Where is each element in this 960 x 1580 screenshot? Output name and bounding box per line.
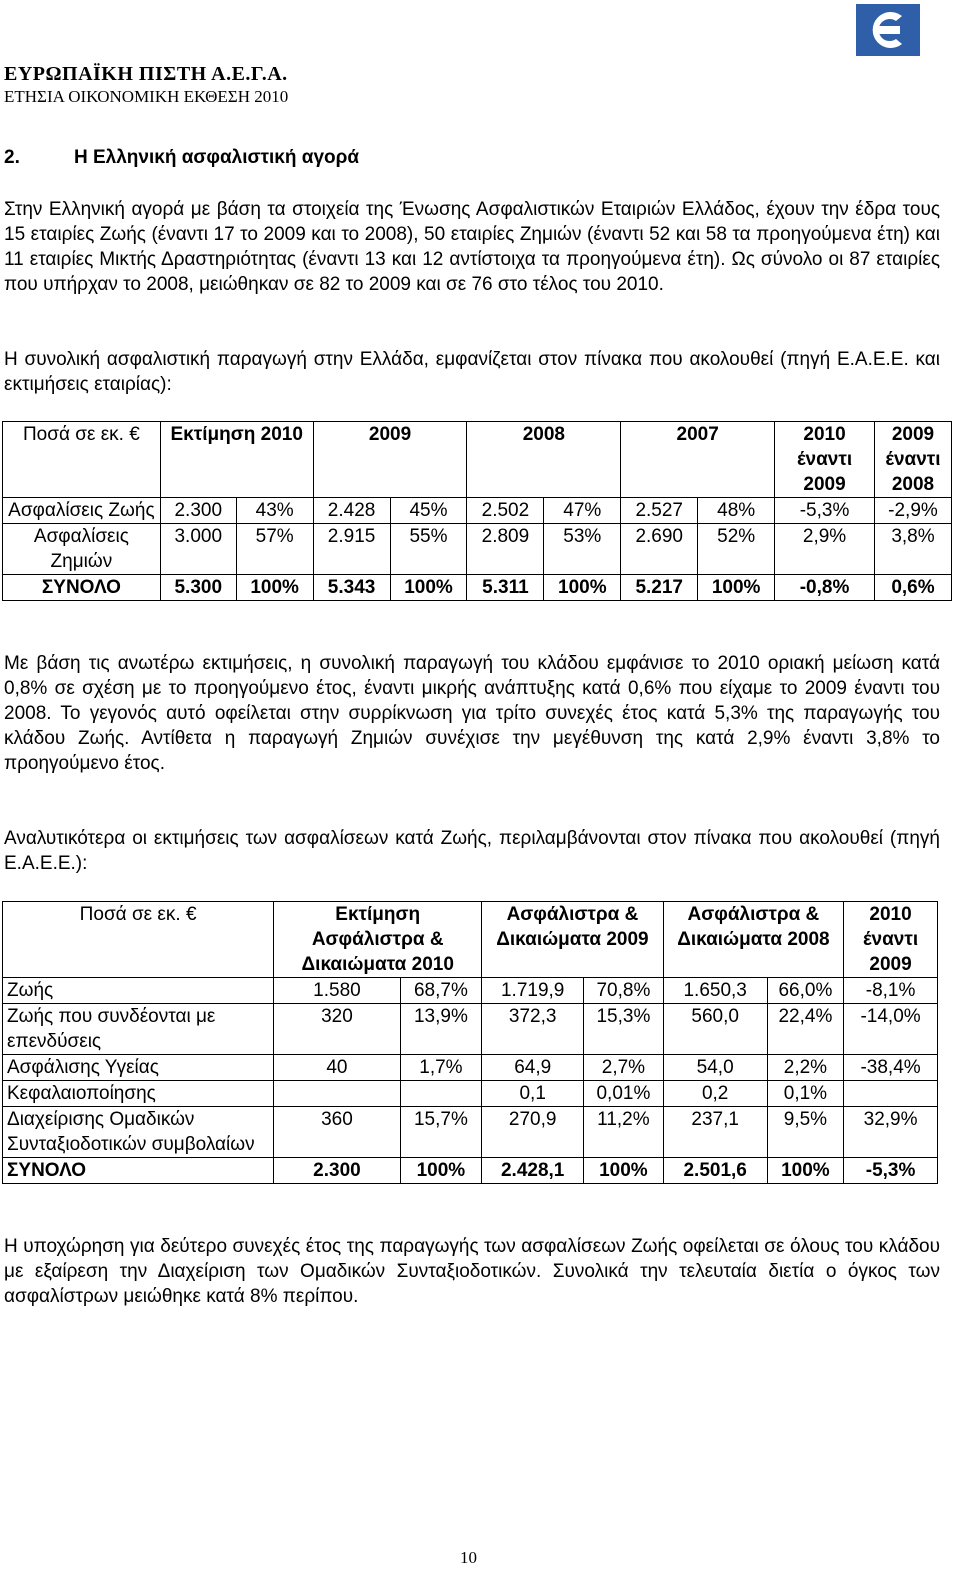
table-cell: 100% — [236, 575, 313, 601]
table-cell: 0,1 — [482, 1081, 584, 1107]
closing-paragraph: Η υποχώρηση για δεύτερο συνεχές έτος της παραγωγής των ασφαλίσεων Ζωής οφείλεται σε όλους του κλάδου με εξαίρεση την Διαχείριση των Ομαδικών Συνταξιοδοτικών. Συνολικά την τελευταία διετία ο όγκος των ασφαλίστρων μειώθηκε κατά 8% περίπου. — [4, 1236, 940, 1307]
table-cell: 100% — [767, 1158, 843, 1184]
section-heading: Η Ελληνική ασφαλιστική αγορά — [74, 147, 360, 168]
table-cell: 57% — [236, 524, 313, 575]
company-logo — [856, 4, 920, 56]
table-header-row — [3, 422, 952, 498]
row-label: Ασφάλισης Υγείας — [3, 1055, 274, 1081]
table2-intro-paragraph: Αναλυτικότερα οι εκτιμήσεις των ασφαλίσεων κατά Ζωής, περιλαμβάνονται στον πίνακα που ακολουθεί (πηγή Ε.Α.Ε.Ε.): — [4, 828, 940, 874]
table-cell: 68,7% — [400, 978, 482, 1004]
table-cell: 2,7% — [584, 1055, 664, 1081]
table-cell: 2,9% — [775, 524, 875, 575]
table-cell: 15,7% — [400, 1107, 482, 1158]
section-title — [4, 146, 359, 170]
row-label: Ασφαλίσεις Ζημιών — [3, 524, 161, 575]
table-cell: 48% — [698, 498, 775, 524]
header-cell: Εκτίμηση Ασφάλιστρα & Δικαιώματα 2010 — [274, 902, 482, 978]
table-cell: 560,0 — [663, 1004, 767, 1055]
header-cell: 2010 έναντι 2009 — [844, 902, 938, 978]
table-cell: 52% — [698, 524, 775, 575]
intro-paragraph: Στην Ελληνική αγορά με βάση τα στοιχεία της Ένωσης Ασφαλιστικών Εταιριών Ελλάδος, έχουν την έδρα τους 15 εταιρίες Ζωής (έναντι 17 το 2009 και το 2008), 50 εταιρίες Ζημιών (έναντι 52 και 58 τα προηγούμενα έτη) και 11 εταιρίες Μικτής Δραστηριότητας (έναντι 13 και 12 αντίστοιχα τα προηγούμενα έτη). Ως σύνολο οι 87 εταιρίες που υπήρχαν το 2008, μειώθηκαν σε 82 το 2009 και σε 76 στο τέλος του 2010. — [4, 199, 940, 295]
table-cell: 237,1 — [663, 1107, 767, 1158]
table-cell: 13,9% — [400, 1004, 482, 1055]
table-cell: 1.580 — [274, 978, 400, 1004]
table-cell: 40 — [274, 1055, 400, 1081]
table-cell: 2.690 — [621, 524, 698, 575]
table-cell: 32,9% — [844, 1107, 938, 1158]
table-row — [3, 1055, 938, 1081]
company-name: ΕΥΡΩΠΑΪΚΗ ΠΙΣΤΗ Α.Ε.Γ.Α. — [4, 63, 288, 85]
table-cell: 100% — [544, 575, 621, 601]
table-cell: 2,2% — [767, 1055, 843, 1081]
table-cell: 100% — [698, 575, 775, 601]
table-cell: 2.809 — [467, 524, 544, 575]
table-cell: 15,3% — [584, 1004, 664, 1055]
table-cell: 9,5% — [767, 1107, 843, 1158]
table-cell: 5.311 — [467, 575, 544, 601]
table-cell: 45% — [390, 498, 467, 524]
market-production-table — [2, 421, 952, 601]
table-cell: 100% — [400, 1158, 482, 1184]
report-title: ΕΤΗΣΙΑ ΟΙΚΟΝΟΜΙΚΗ ΕΚΘΕΣΗ 2010 — [4, 87, 289, 106]
table-cell: -38,4% — [844, 1055, 938, 1081]
table-cell: 66,0% — [767, 978, 843, 1004]
table-cell: 1,7% — [400, 1055, 482, 1081]
table-cell: 1.650,3 — [663, 978, 767, 1004]
table-cell: 0,1% — [767, 1081, 843, 1107]
row-label: Ζωής που συνδέονται με επενδύσεις — [3, 1004, 274, 1055]
table-cell: 22,4% — [767, 1004, 843, 1055]
table-cell: 372,3 — [482, 1004, 584, 1055]
row-label: Ασφαλίσεις Ζωής — [3, 498, 161, 524]
table-cell: 47% — [544, 498, 621, 524]
table-row — [3, 524, 952, 575]
table-cell: 100% — [584, 1158, 664, 1184]
table-cell: 0,2 — [663, 1081, 767, 1107]
row-label: ΣΥΝΟΛΟ — [3, 575, 161, 601]
row-label: Κεφαλαιοποίησης — [3, 1081, 274, 1107]
table-cell: 0,01% — [584, 1081, 664, 1107]
table-cell: -5,3% — [844, 1158, 938, 1184]
header-cell: 2009 έναντι 2008 — [874, 422, 951, 498]
table-row — [3, 498, 952, 524]
header-cell: Ποσά σε εκ. € — [3, 422, 161, 498]
table-cell: 5.300 — [160, 575, 236, 601]
life-insurance-table — [2, 901, 938, 1184]
table-cell: 2.527 — [621, 498, 698, 524]
table-row — [3, 1081, 938, 1107]
table-cell: 55% — [390, 524, 467, 575]
table-header-row — [3, 902, 938, 978]
table-row — [3, 1107, 938, 1158]
table-cell: 54,0 — [663, 1055, 767, 1081]
table-cell: 5.217 — [621, 575, 698, 601]
page-number: 10 — [460, 1548, 477, 1567]
table-cell: 3,8% — [874, 524, 951, 575]
header-cell: Ποσά σε εκ. € — [3, 902, 274, 978]
table-cell — [400, 1081, 482, 1107]
header-cell: 2008 — [467, 422, 621, 498]
table-cell: 11,2% — [584, 1107, 664, 1158]
table-cell: -14,0% — [844, 1004, 938, 1055]
table1-intro-paragraph: Η συνολική ασφαλιστική παραγωγή στην Ελλάδα, εμφανίζεται στον πίνακα που ακολουθεί (πηγή Ε.Α.Ε.Ε. και εκτιμήσεις εταιρίας): — [4, 349, 940, 395]
table-cell: 2.501,6 — [663, 1158, 767, 1184]
table-cell: 53% — [544, 524, 621, 575]
table-cell: 2.300 — [274, 1158, 400, 1184]
document-header — [4, 62, 288, 108]
table-cell: 2.502 — [467, 498, 544, 524]
table-cell — [274, 1081, 400, 1107]
table-cell: 2.428 — [313, 498, 390, 524]
row-label: Διαχείρισης Ομαδικών Συνταξιοδοτικών συμβολαίων — [3, 1107, 274, 1158]
table-cell: 2.300 — [160, 498, 236, 524]
table-cell: 64,9 — [482, 1055, 584, 1081]
header-cell: Ασφάλιστρα & Δικαιώματα 2009 — [482, 902, 663, 978]
row-label: ΣΥΝΟΛΟ — [3, 1158, 274, 1184]
header-cell: 2010 έναντι 2009 — [775, 422, 875, 498]
total-row — [3, 1158, 938, 1184]
table-cell: 5.343 — [313, 575, 390, 601]
table-cell: -2,9% — [874, 498, 951, 524]
section-number: 2. — [4, 147, 20, 168]
header-cell: 2007 — [621, 422, 775, 498]
table-cell: 43% — [236, 498, 313, 524]
header-cell: Ασφάλιστρα & Δικαιώματα 2008 — [663, 902, 843, 978]
table-cell — [844, 1081, 938, 1107]
table-cell: -0,8% — [775, 575, 875, 601]
table-row — [3, 978, 938, 1004]
header-cell: Εκτίμηση 2010 — [160, 422, 313, 498]
table-cell: 100% — [390, 575, 467, 601]
table-cell: 0,6% — [874, 575, 951, 601]
table-cell: 320 — [274, 1004, 400, 1055]
table-cell: 3.000 — [160, 524, 236, 575]
table-cell: 360 — [274, 1107, 400, 1158]
table-cell: 2.915 — [313, 524, 390, 575]
table-row — [3, 1004, 938, 1055]
table-cell: 270,9 — [482, 1107, 584, 1158]
table-cell: 70,8% — [584, 978, 664, 1004]
table-cell: -5,3% — [775, 498, 875, 524]
header-cell: 2009 — [313, 422, 467, 498]
analysis-paragraph: Με βάση τις ανωτέρω εκτιμήσεις, η συνολική παραγωγή του κλάδου εμφάνισε το 2010 οριακή μείωση κατά 0,8% σε σχέση με το προηγούμενο έτος, έναντι μικρής ανάπτυξης κατά 0,6% που είχαμε το 2009 έναντι του 2008. Το γεγονός αυτό οφείλεται στην συρρίκνωση για τρίτο συνεχές έτος κατά 5,3% της παραγωγής του κλάδου Ζωής. Αντίθετα η παραγωγή Ζημιών συνέχισε την μεγέθυνση της κατά 2,9% έναντι 3,8% το προηγούμενο έτος. — [4, 653, 940, 774]
total-row — [3, 575, 952, 601]
table-cell: 2.428,1 — [482, 1158, 584, 1184]
table-cell: -8,1% — [844, 978, 938, 1004]
row-label: Ζωής — [3, 978, 274, 1004]
table-cell: 1.719,9 — [482, 978, 584, 1004]
